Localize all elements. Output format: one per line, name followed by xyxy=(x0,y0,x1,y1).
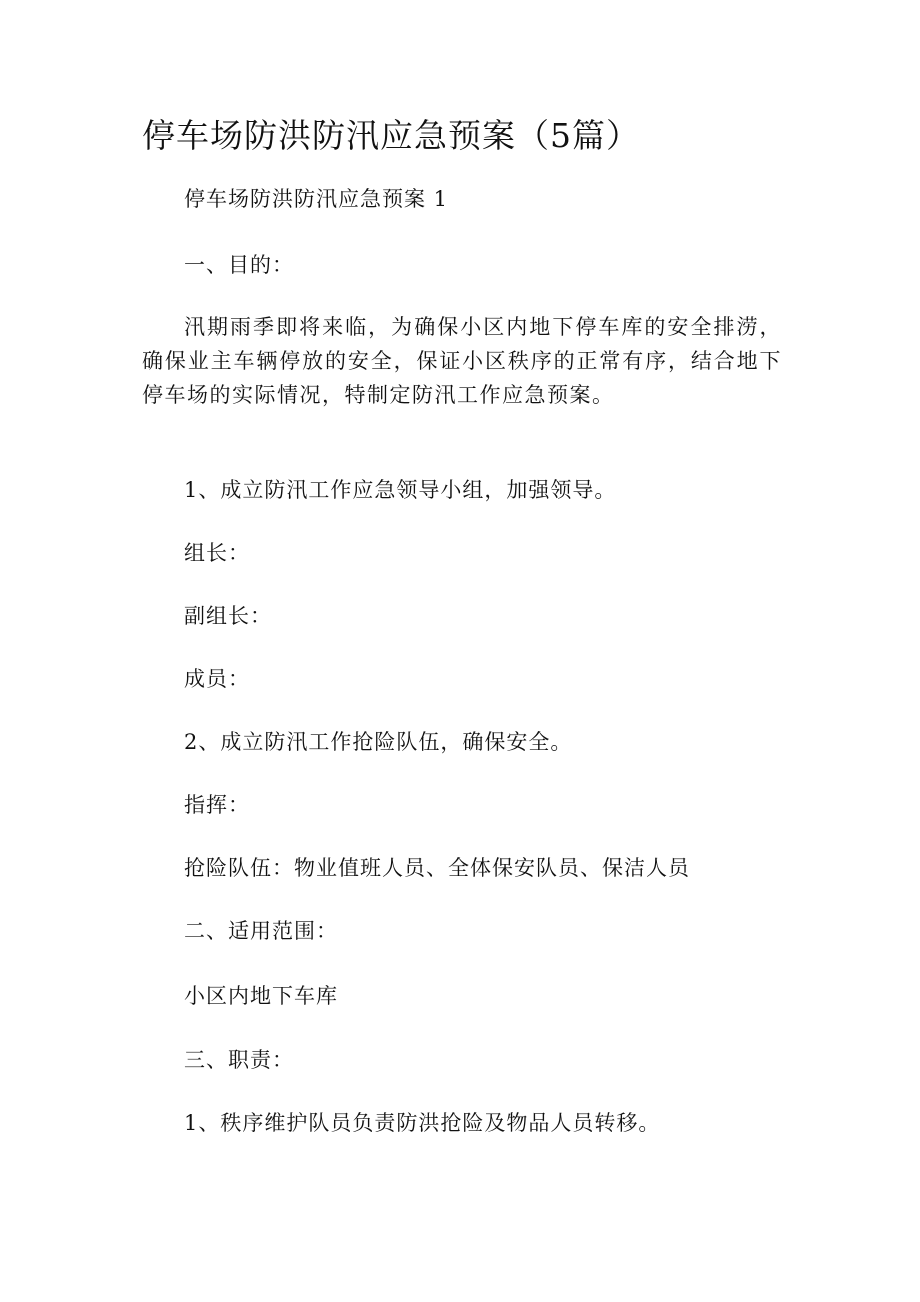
rescue-team-members: 抢险队伍：物业值班人员、全体保安队员、保洁人员 xyxy=(184,856,690,880)
document-title: 停车场防洪防汛应急预案（5篇） xyxy=(142,116,640,155)
item-rescue-team: 2、成立防汛工作抢险队伍，确保安全。 xyxy=(184,730,573,754)
scope-text: 小区内地下车库 xyxy=(184,984,338,1008)
section-heading-purpose: 一、目的： xyxy=(184,253,294,277)
plan-subtitle: 停车场防洪防汛应急预案 1 xyxy=(184,187,449,211)
section-heading-duties: 三、职责： xyxy=(184,1048,294,1072)
members-label: 成员： xyxy=(184,667,250,691)
deputy-leader-label: 副组长： xyxy=(184,604,272,628)
purpose-paragraph: 汛期雨季即将来临，为确保小区内地下停车库的安全排涝，确保业主车辆停放的安全，保证小区秩序的正常有序，结合地下停车场的实际情况，特制定防汛工作应急预案。 xyxy=(142,315,782,407)
item-leadership-group: 1、成立防汛工作应急领导小组，加强领导。 xyxy=(184,478,617,502)
duty-item: 1、秩序维护队员负责防洪抢险及物品人员转移。 xyxy=(184,1111,661,1135)
leader-label: 组长： xyxy=(184,541,250,565)
commander-label: 指挥： xyxy=(184,793,250,817)
section-heading-scope: 二、适用范围： xyxy=(184,919,338,943)
